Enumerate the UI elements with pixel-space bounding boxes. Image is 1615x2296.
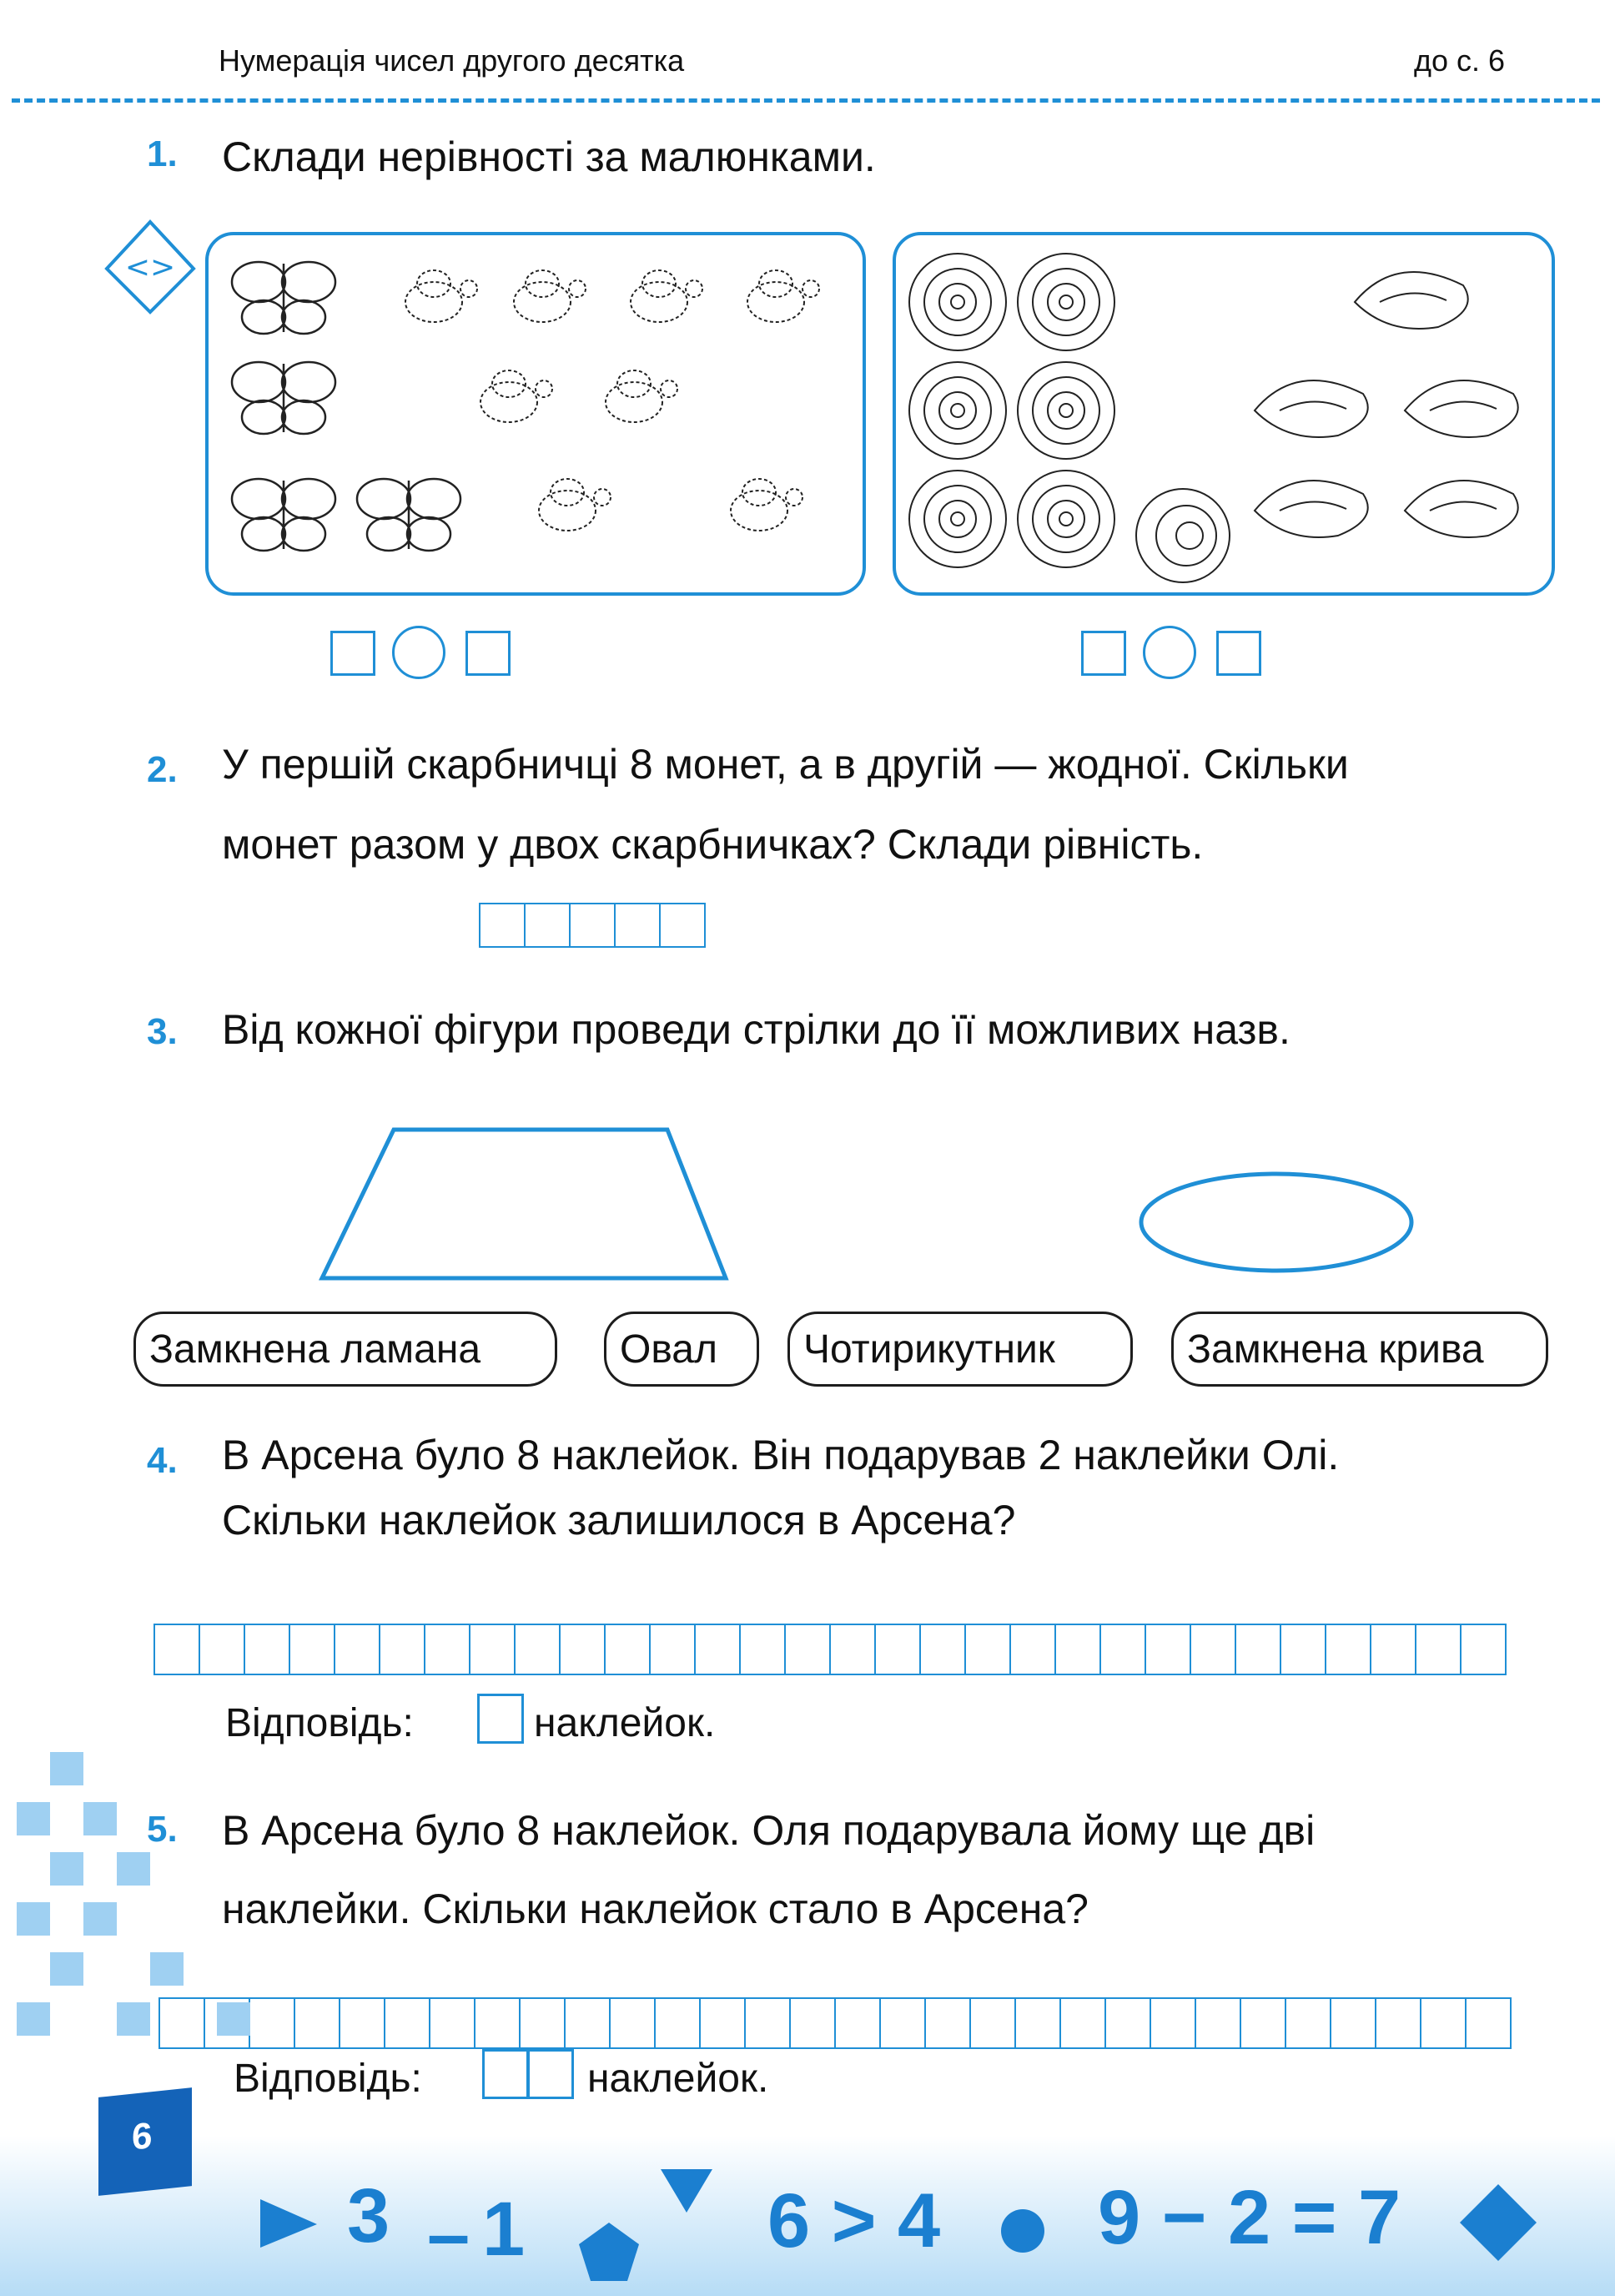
task5-answer-suffix: наклейок. (587, 2057, 769, 2101)
snails-shells-picture (893, 232, 1555, 596)
compare-sign-icon (100, 219, 200, 319)
task4-solution-cells[interactable] (153, 1624, 1505, 1675)
answer-cell[interactable] (569, 903, 616, 948)
task4-answer-prefix: Відповідь: (225, 1701, 414, 1745)
compare1-left-box[interactable] (330, 631, 375, 676)
compare2-right-box[interactable] (1216, 631, 1261, 676)
task4-number: 4. (147, 1440, 178, 1481)
task3-text: Від кожної фігури проведи стрілки до її можливих назв. (222, 1006, 1290, 1053)
task1-text: Склади нерівності за малюнками. (222, 133, 876, 180)
compare2-sign-circle[interactable] (1143, 626, 1196, 679)
trapezoid-shape (317, 1125, 734, 1283)
down-triangle-icon (657, 2166, 716, 2216)
butterflies-bees-picture (205, 232, 866, 596)
page-number: 6 (132, 2115, 153, 2158)
task5-number: 5. (147, 1809, 178, 1850)
task2-line2: монет разом у двох скарбничках? Склади рівність. (222, 821, 1204, 868)
compare1-sign-circle[interactable] (392, 626, 445, 679)
compare2-left-box[interactable] (1081, 631, 1126, 676)
label-closed-polyline[interactable]: Замкнена ламана (133, 1312, 557, 1387)
task2-number: 2. (147, 749, 178, 790)
deco-number-3: 3 (347, 2173, 390, 2258)
oval-shape (1135, 1168, 1418, 1276)
header-title: Нумерація чисел другого десятка (219, 43, 685, 78)
deco-expression-9-minus-2: 9 − 2 = 7 (1098, 2175, 1401, 2260)
dot-icon (998, 2206, 1048, 2256)
diamond-icon (1457, 2181, 1540, 2264)
task5-line1: В Арсена було 8 наклейок. Оля подарувала йому ще дві (222, 1807, 1316, 1854)
task5-solution-cells[interactable] (158, 1997, 1510, 2049)
task4-answer-box[interactable] (477, 1694, 524, 1744)
task1-number: 1. (147, 133, 178, 174)
svg-text:<>: <> (124, 250, 176, 284)
task3-number: 3. (147, 1011, 178, 1052)
header-page-ref: до с. 6 (1413, 43, 1505, 78)
task5-line2: наклейки. Скільки наклейок стало в Арсена? (222, 1886, 1089, 1932)
task4-line1: В Арсена було 8 наклейок. Він подарував 2 наклейки Олі. (222, 1432, 1340, 1478)
answer-cell[interactable] (659, 903, 706, 948)
answer-cell[interactable] (479, 903, 526, 948)
label-oval[interactable]: Овал (604, 1312, 759, 1387)
label-closed-curve[interactable]: Замкнена крива (1171, 1312, 1548, 1387)
page-number-badge (98, 2087, 192, 2196)
header-divider (12, 98, 1600, 103)
answer-cell[interactable] (614, 903, 661, 948)
pentagon-icon (576, 2219, 642, 2286)
answer-cell[interactable] (524, 903, 571, 948)
task5-answer-box-1[interactable] (482, 2049, 529, 2099)
compare1-right-box[interactable] (465, 631, 511, 676)
task2-line1: У першій скарбничці 8 монет, а в другій — жодної. Скільки (222, 741, 1349, 788)
task4-answer-suffix: наклейок. (534, 1701, 716, 1745)
task4-line2: Скільки наклейок залишилося в Арсена? (222, 1497, 1016, 1543)
deco-number-1: 1 (482, 2187, 526, 2272)
deco-minus: – (427, 2192, 470, 2277)
task5-answer-prefix: Відповідь: (234, 2057, 422, 2101)
label-quadrilateral[interactable]: Чотирикутник (787, 1312, 1133, 1387)
triangle-arrow-icon (255, 2194, 322, 2253)
task5-answer-box-2[interactable] (527, 2049, 574, 2099)
task2-answer-cells[interactable] (479, 903, 704, 948)
deco-expression-6-gt-4: 6 > 4 (767, 2178, 941, 2263)
